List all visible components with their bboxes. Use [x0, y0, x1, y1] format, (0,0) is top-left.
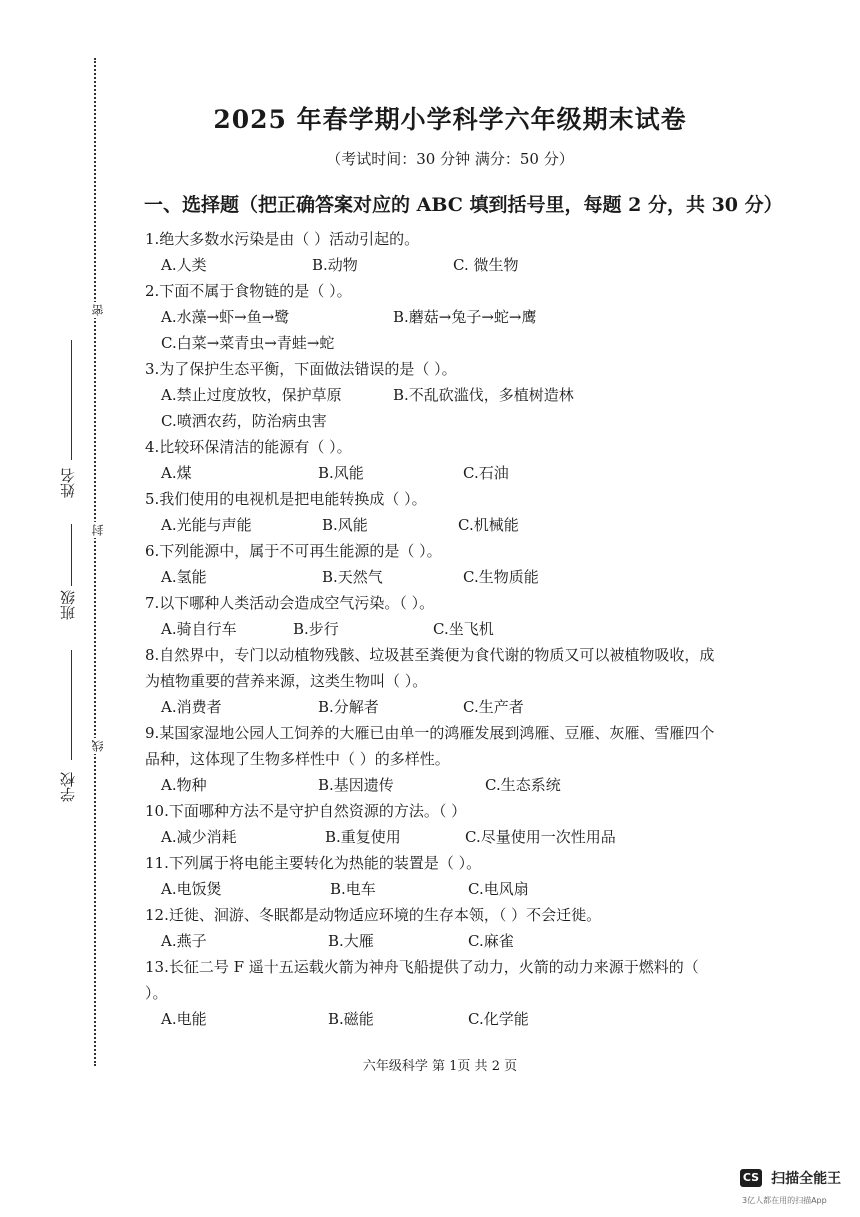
section-heading: 一、选择题（把正确答案对应的 ABC 填到括号里，每题 2 分，共 30 分） — [144, 194, 783, 216]
name-underline — [71, 340, 72, 460]
option-c: C.麻雀 — [468, 932, 514, 950]
option-a: A.光能与声能 — [161, 516, 252, 534]
option-b: B.基因遗传 — [318, 776, 394, 794]
question-stem: 11.下列属于将电能主要转化为热能的装置是（ ）。 — [145, 854, 482, 872]
option-a: A.消费者 — [161, 698, 222, 716]
question-8 — [145, 642, 725, 720]
page-footer: 六年级科学 第 1页 共 2 页 — [362, 1059, 518, 1074]
school-underline — [71, 650, 72, 760]
question-7 — [145, 590, 725, 642]
school-label: 学校 — [59, 772, 77, 802]
binding-dotted-line — [94, 58, 96, 1066]
question-list — [145, 226, 725, 1032]
question-9 — [145, 720, 725, 798]
question-stem: 8.自然界中，专门以动植物残骸、垃圾甚至粪便为食代谢的物质又可以被植物吸收，成为植物重要的营养来源，这类生物叫（ ）。 — [145, 646, 715, 690]
class-label: 班级 — [59, 590, 77, 620]
option-b: B.步行 — [293, 620, 339, 638]
question-stem: 10.下面哪种方法不是守护自然资源的方法。（ ） — [145, 802, 467, 820]
option-a: A.物种 — [161, 776, 207, 794]
camscanner-logo — [740, 1167, 841, 1188]
option-a: A.电饭煲 — [161, 880, 222, 898]
option-a: A.水藻→虾→鱼→鹭 — [161, 308, 290, 326]
question-1 — [145, 226, 725, 278]
brand-name: 扫描全能王 — [771, 1170, 842, 1187]
question-stem: 1.绝大多数水污染是由（ ）活动引起的。 — [145, 230, 420, 248]
name-label: 姓名 — [59, 468, 77, 498]
question-stem: 6.下列能源中，属于不可再生能源的是（ ）。 — [145, 542, 442, 560]
question-stem: 5.我们使用的电视机是把电能转换成（ ）。 — [145, 490, 427, 508]
question-11 — [145, 850, 725, 902]
option-b: B.风能 — [322, 516, 368, 534]
option-b: B.重复使用 — [325, 828, 401, 846]
option-c: C.机械能 — [458, 516, 519, 534]
question-3 — [145, 356, 725, 434]
option-c: C.喷洒农药，防治病虫害 — [161, 412, 327, 430]
question-4 — [145, 434, 725, 486]
seal-mark-top: 密 — [91, 304, 105, 316]
option-c: C.生产者 — [463, 698, 524, 716]
option-a: A.氢能 — [161, 568, 207, 586]
option-a: A.电能 — [161, 1010, 207, 1028]
option-b: B.磁能 — [328, 1010, 374, 1028]
option-c: C.生物质能 — [463, 568, 539, 586]
option-c: C.化学能 — [468, 1010, 529, 1028]
class-underline — [71, 524, 72, 586]
question-stem: 12.迁徙、洄游、冬眠都是动物适应环境的生存本领，（ ）不会迁徙。 — [145, 906, 602, 924]
option-b: B.电车 — [330, 880, 376, 898]
option-c: C.白菜→菜青虫→青蛙→蛇 — [161, 334, 335, 352]
question-stem: 13.长征二号 F 遥十五运载火箭为神舟飞船提供了动力，火箭的动力来源于燃料的（ ）。 — [145, 958, 699, 1002]
question-2 — [145, 278, 725, 356]
question-12 — [145, 902, 725, 954]
option-a: A.人类 — [161, 256, 207, 274]
option-a: A.骑自行车 — [161, 620, 237, 638]
brand-tagline: 3亿人都在用的扫描App — [742, 1196, 827, 1205]
question-5 — [145, 486, 725, 538]
question-stem: 7.以下哪种人类活动会造成空气污染。（ ）。 — [145, 594, 435, 612]
question-stem: 9.某国家湿地公园人工饲养的大雁已由单一的鸿雁发展到鸿雁、豆雁、灰雁、雪雁四个品种，这体现了生物多样性中（ ）的多样性。 — [145, 724, 715, 768]
option-a: A.煤 — [161, 464, 192, 482]
question-stem: 3.为了保护生态平衡，下面做法错误的是（ ）。 — [145, 360, 457, 378]
option-c: C.生态系统 — [485, 776, 561, 794]
option-a: A.禁止过度放牧，保护草原 — [161, 386, 342, 404]
seal-mark-mid: 封 — [91, 524, 105, 536]
option-c: C.尽量使用一次性用品 — [465, 828, 616, 846]
seal-mark-bottom: 线 — [91, 740, 105, 752]
option-b: B.蘑菇→兔子→蛇→鹰 — [393, 308, 537, 326]
option-c: C.坐飞机 — [433, 620, 494, 638]
exam-subtitle: （考试时间：30 分钟 满分：50 分） — [326, 150, 574, 168]
option-b: B.天然气 — [322, 568, 383, 586]
option-c: C.石油 — [463, 464, 509, 482]
question-stem: 4.比较环保清洁的能源有（ ）。 — [145, 438, 352, 456]
option-b: B.分解者 — [318, 698, 379, 716]
question-6 — [145, 538, 725, 590]
option-b: B.动物 — [312, 256, 358, 274]
question-stem: 2.下面不属于食物链的是（ ）。 — [145, 282, 352, 300]
option-a: A.燕子 — [161, 932, 207, 950]
question-10 — [145, 798, 725, 850]
option-a: A.减少消耗 — [161, 828, 237, 846]
exam-title: 2025 年春学期小学科学六年级期末试卷 — [213, 105, 687, 134]
option-b: B.不乱砍滥伐，多植树造林 — [393, 386, 574, 404]
cs-logo-icon: CS — [740, 1169, 762, 1187]
option-b: B.大雁 — [328, 932, 374, 950]
option-b: B.风能 — [318, 464, 364, 482]
question-13 — [145, 954, 725, 1032]
option-c: C. 微生物 — [453, 256, 519, 274]
option-c: C.电风扇 — [468, 880, 529, 898]
